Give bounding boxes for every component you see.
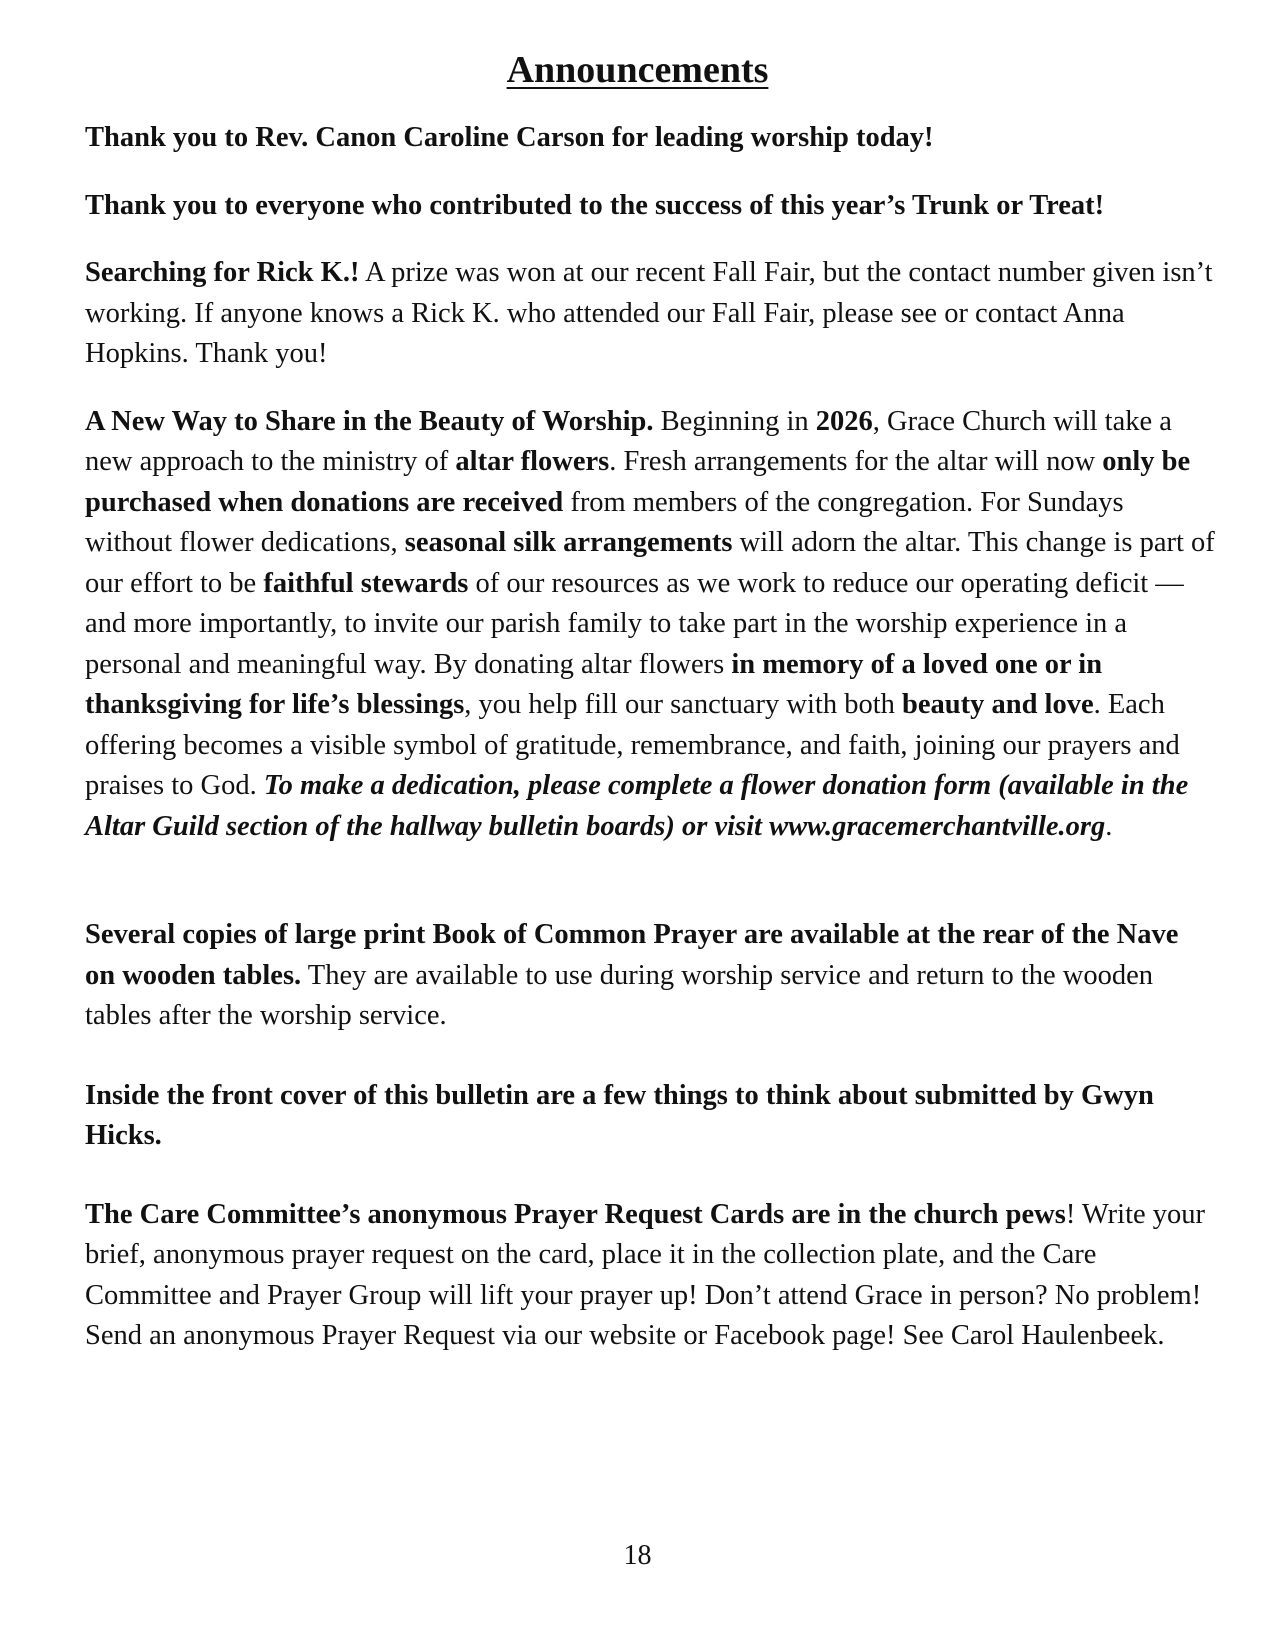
announcement-thanks-rev: Thank you to Rev. Canon Caroline Carson for leading worship today! bbox=[85, 122, 934, 153]
prayer-cards-text: ! Write your brief, anonymous prayer request on the card, place it in the collection plate, and the Care Committee and Prayer Group will lift your prayer up! Don’t attend Grace in person? No problem! Send an anonymous Prayer Request via our website or Facebook page! See Carol Haulenbeek. bbox=[85, 1198, 1206, 1351]
prayer-book-text: They are available to use during worship service and return to the wooden tables after the worship service. bbox=[85, 959, 1153, 1031]
announcements-body bbox=[85, 118, 1215, 1357]
page-title: Announcements bbox=[506, 49, 769, 91]
altar-flowers-heading: A New Way to Share in the Beauty of Worship. bbox=[85, 405, 654, 437]
page-number: 18 bbox=[623, 1540, 652, 1571]
announcement-altar-flowers: A New Way to Share in the Beauty of Worship. Beginning in 2026, Grace Church will take a new approach to the ministry of altar flowers. Fresh arrangements for the altar will now only be purchased when donations are received from members of the congregation. For Sundays without flower dedications, seasonal silk arrangements will adorn the altar. This change is part of our effort to be faithful stewards of our resources as we work to reduce our operating deficit — and more importantly, to invite our parish family to take part in the worship experience in a personal and meaningful way. By donating altar flowers in memory of a loved one or in thanksgiving for life’s blessings, you help fill our sanctuary with both beauty and love. Each offering becomes a visible symbol of gratitude, remembrance, and faith, joining our prayers and praises to God. To make a dedication, please complete a flower donation form (available in the Altar Guild section of the hallway bulletin boards) or visit www.gracemerchantville.org. bbox=[85, 405, 1215, 842]
rick-k-text: A prize was won at our recent Fall Fair, but the contact number given isn’t working. If anyone knows a Rick K. who attended our Fall Fair, please see or contact Anna Hopkins. Thank you! bbox=[85, 257, 1213, 369]
flower-donation-instructions: To make a dedication, please complete a flower donation form (available in the Altar Guild section of the hallway bulletin boards) or visit www.gracemerchantville.org bbox=[85, 770, 1189, 842]
prayer-book-heading: Several copies of large print Book of Common Prayer are available at the rear of the Nave on wooden tables. bbox=[85, 919, 1179, 991]
announcement-front-cover: Inside the front cover of this bulletin are a few things to think about submitted by Gwyn Hicks. bbox=[85, 1079, 1154, 1151]
prayer-cards-heading: The Care Committee’s anonymous Prayer Request Cards are in the church pews bbox=[85, 1198, 1066, 1230]
announcement-prayer-request-cards bbox=[85, 1195, 1215, 1357]
announcement-trunk-or-treat: Thank you to everyone who contributed to the success of this year’s Trunk or Treat! bbox=[85, 189, 1105, 221]
announcement-rick-k bbox=[85, 253, 1215, 375]
rick-k-heading: Searching for Rick K.! bbox=[85, 257, 360, 288]
announcement-book-of-common-prayer bbox=[85, 915, 1215, 1037]
